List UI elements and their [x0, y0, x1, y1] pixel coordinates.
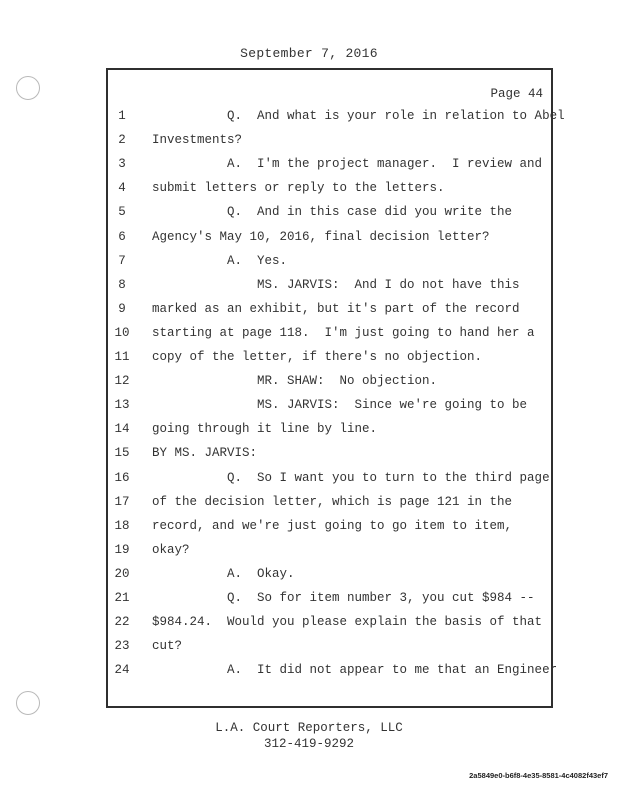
binder-hole-icon [16, 691, 40, 715]
line-number: 23 [114, 639, 130, 654]
line-number: 22 [114, 615, 130, 630]
line-number: 4 [118, 181, 126, 196]
line-number: 1 [118, 109, 126, 123]
transcript-line-text: okay? [152, 542, 190, 557]
transcript-line-text: Investments? [152, 133, 243, 148]
line-number: 17 [114, 494, 130, 509]
line-number: 18 [114, 518, 130, 533]
transcript-line-text: marked as an exhibit, but it's part of the record [152, 301, 520, 316]
line-number: 13 [114, 398, 130, 413]
line-number: 20 [114, 566, 130, 581]
transcript-line-text: MS. JARVIS: And I do not have this [152, 277, 520, 292]
page-number: Page 44 [490, 87, 543, 101]
transcript-line-text: MS. JARVIS: Since we're going to be [152, 398, 528, 413]
line-number: 19 [114, 542, 130, 557]
footer-company: L.A. Court Reporters, LLC [215, 721, 403, 735]
line-number: 3 [118, 157, 126, 172]
line-number: 9 [118, 301, 126, 316]
line-number: 2 [118, 133, 126, 148]
transcript-line-text: A. I'm the project manager. I review and [152, 157, 543, 172]
transcript-line-text: starting at page 118. I'm just going to hand her a [152, 325, 535, 340]
transcript-line-text: Q. So for item number 3, you cut $984 -- [152, 591, 535, 605]
line-number: 10 [114, 325, 130, 340]
transcript-line-text: copy of the letter, if there's no objection. [152, 350, 483, 364]
line-number: 21 [114, 591, 130, 605]
line-number: 14 [114, 422, 130, 437]
line-number: 6 [118, 229, 126, 244]
line-number: 7 [118, 253, 126, 268]
transcript-line-text: BY MS. JARVIS: [152, 446, 258, 461]
document-id: 2a5849e0-b6f8-4e35-8581-4c4082f43ef7 [469, 771, 608, 780]
footer-phone: 312-419-9292 [263, 737, 354, 751]
line-number: 11 [114, 350, 130, 364]
transcript-page [106, 68, 565, 708]
transcript-line-text: Agency's May 10, 2016, final decision letter? [152, 229, 490, 244]
line-number: 12 [114, 374, 130, 389]
transcript-line-text: Q. And what is your role in relation to Abel [152, 109, 565, 123]
transcript-line-text: Q. And in this case did you write the [152, 205, 513, 220]
transcript-line-text: record, and we're just going to go item to item, [152, 518, 513, 533]
line-number: 8 [118, 277, 126, 292]
transcript-line-text: cut? [152, 639, 183, 654]
page-header-date: September 7, 2016 [240, 46, 378, 61]
transcript-line-text: A. Yes. [152, 253, 288, 268]
transcript-line-text: of the decision letter, which is page 121 in the [152, 494, 513, 509]
line-number: 15 [114, 446, 130, 461]
transcript-line-text: MR. SHAW: No objection. [152, 374, 438, 389]
transcript-line-text: going through it line by line. [152, 422, 378, 437]
transcript-line-text: Q. So I want you to turn to the third page [152, 470, 550, 485]
transcript-line-text: A. It did not appear to me that an Engineer [152, 663, 558, 678]
line-number: 16 [114, 470, 130, 485]
transcript-line-text: $984.24. Would you please explain the basis of that [152, 615, 543, 630]
line-number: 5 [118, 205, 126, 220]
transcript-line-text: submit letters or reply to the letters. [152, 181, 445, 196]
line-number: 24 [114, 663, 130, 678]
transcript-line-text: A. Okay. [152, 566, 295, 581]
binder-hole-icon [16, 76, 40, 100]
